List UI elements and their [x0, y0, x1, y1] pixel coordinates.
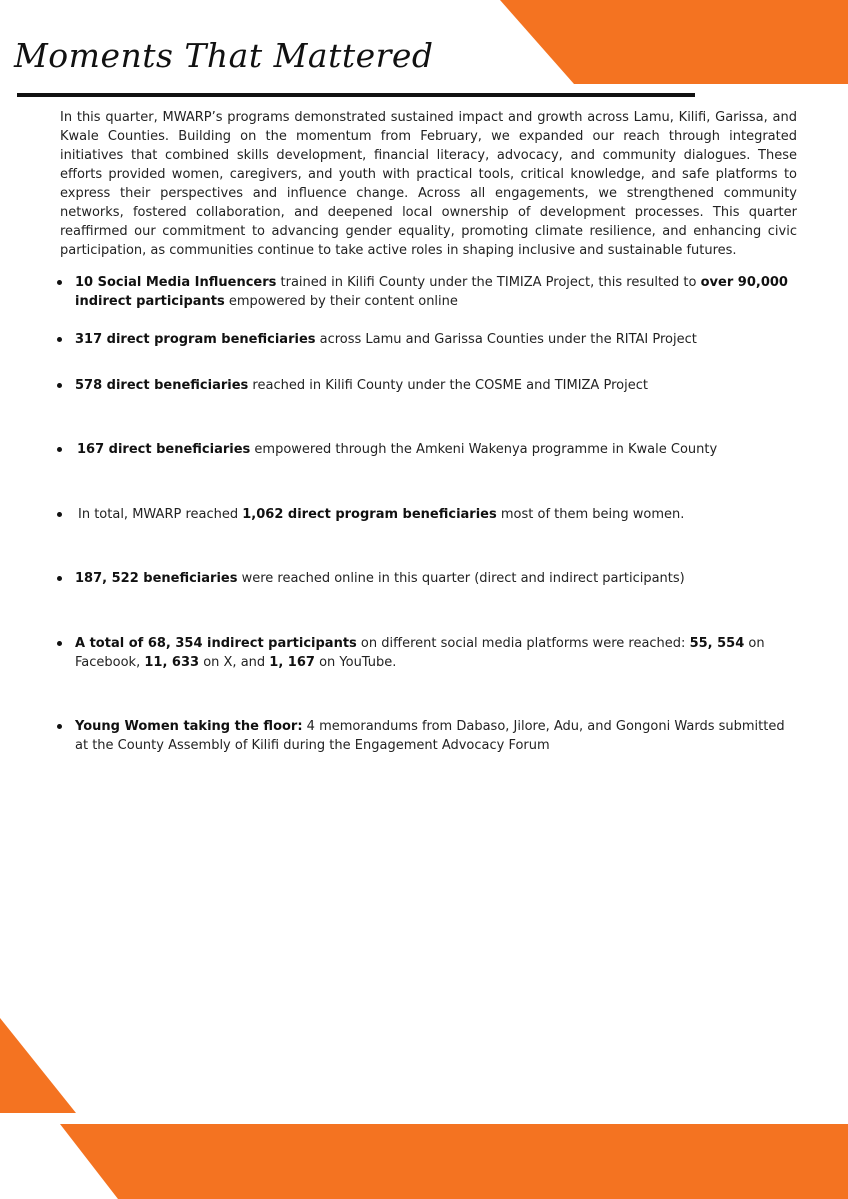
list-item-text: Young Women taking the floor: 4 memorandums from Dabaso, Jilore, Adu, and Gongoni Wards submitted at the County Assembly of Kilifi during the Engagement Advocacy Forum — [75, 719, 785, 753]
list-item-text: A total of 68, 354 indirect participants on different social media platforms were reached: 55, 554 on Facebook, 11, 633 on X, and 1, 167 on YouTube. — [75, 636, 765, 670]
list-item-text: 187, 522 beneficiaries were reached online in this quarter (direct and indirect participants) — [75, 571, 685, 586]
top-right-orange-banner — [500, 0, 848, 84]
list-item-text: In total, MWARP reached 1,062 direct program beneficiaries most of them being women. — [78, 507, 685, 522]
list-item — [57, 505, 799, 524]
list-item — [57, 273, 799, 311]
list-item — [57, 376, 799, 395]
bullet-dot — [57, 576, 62, 581]
list-item-text: 167 direct beneficiaries empowered through the Amkeni Wakenya programme in Kwale County — [77, 442, 718, 457]
list-item-text: 317 direct program beneficiaries across Lamu and Garissa Counties under the RITAI Project — [75, 332, 697, 347]
list-item — [57, 569, 799, 588]
list-item — [57, 330, 799, 349]
intro-paragraph: In this quarter, MWARP’s programs demonstrated sustained impact and growth across Lamu, Kilifi, Garissa, and Kwale Counties. Building on the momentum from February, we expanded our reach through integrated initiatives that combined skills development, financial literacy, advocacy, and community dialogues. These efforts provided women, caregivers, and youth with practical tools, critical knowledge, and safe platforms to express their perspectives and influence change. Across all engagements, we strengthened community networks, fostered collaboration, and deepened local ownership of development processes. This quarter reaffirmed our commitment to advancing gender equality, promoting climate resilience, and enhancing civic participation, as communities continue to take active roles in shaping inclusive and sustainable futures. — [60, 110, 797, 258]
list-item-text: 10 Social Media Influencers trained in Kilifi County under the TIMIZA Project, this resulted to over 90,000 indirect participants empowered by their content online — [75, 275, 788, 309]
bullet-dot — [57, 383, 62, 388]
bullet-dot — [57, 447, 62, 452]
list-item-text: 578 direct beneficiaries reached in Kilifi County under the COSME and TIMIZA Project — [75, 378, 648, 393]
bullet-dot — [57, 337, 62, 342]
list-item — [57, 440, 799, 459]
list-item — [57, 634, 799, 672]
bullet-dot — [57, 280, 62, 285]
bottom-left-orange-triangle — [0, 1018, 76, 1113]
page-title: Moments That Mattered — [14, 36, 434, 75]
title-underline — [17, 93, 695, 97]
bullet-dot — [57, 641, 62, 646]
list-item — [57, 717, 799, 755]
bullet-dot — [57, 512, 62, 517]
bottom-orange-banner — [60, 1124, 848, 1199]
bullet-dot — [57, 724, 62, 729]
